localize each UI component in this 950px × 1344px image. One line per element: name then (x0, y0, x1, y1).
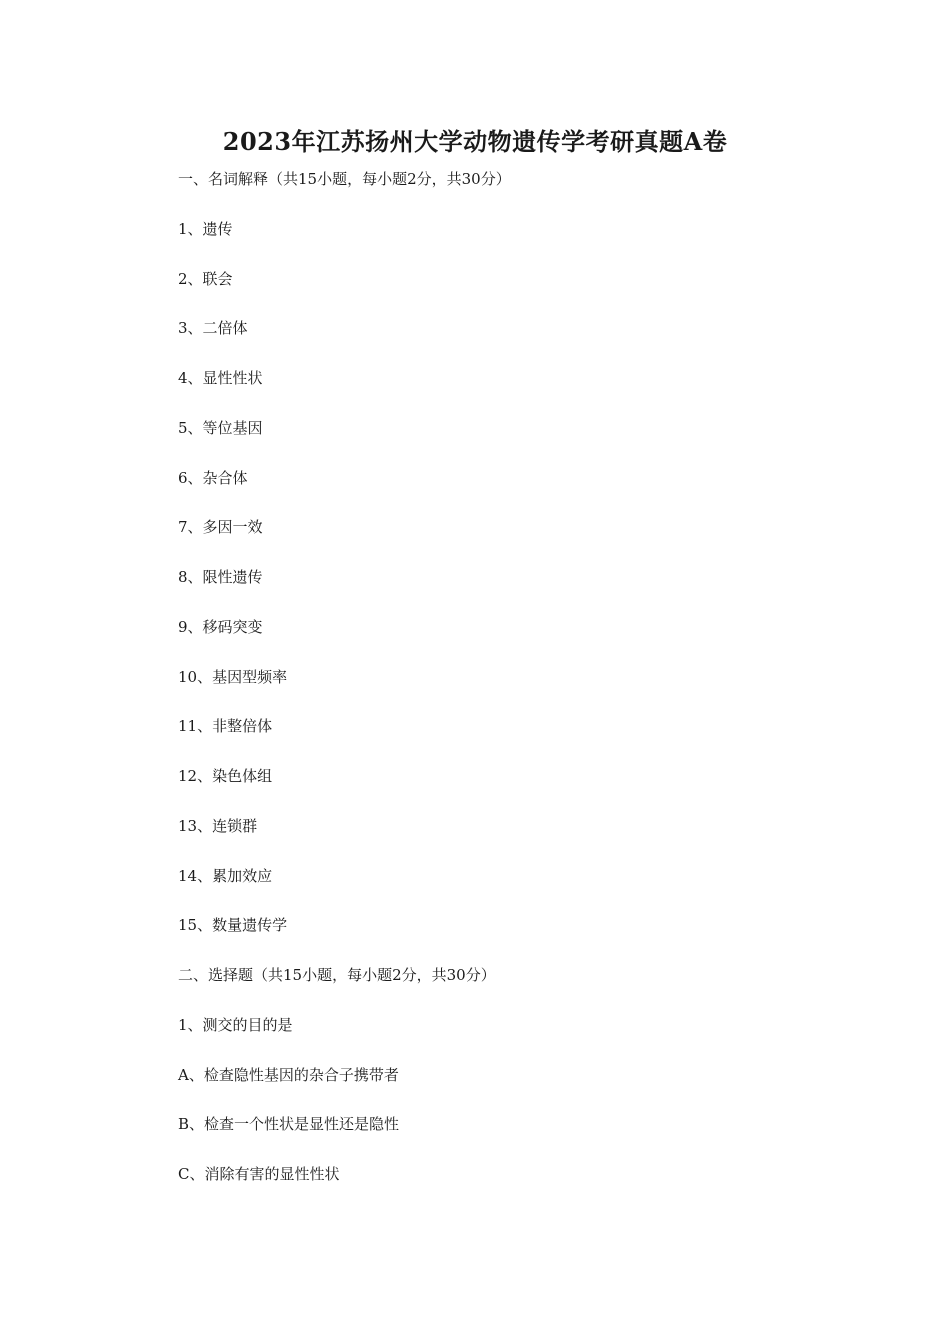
section-heading-definitions: 一、名词解释（共15小题，每小题2分，共30分） (178, 170, 511, 188)
list-item: 11、非整倍体 (178, 717, 273, 736)
list-item: 8、限性遗传 (178, 568, 263, 586)
list-item: 1、遗传 (178, 219, 233, 238)
list-item: 4、显性性状 (178, 369, 263, 387)
question-text: 1、测交的目的是 (178, 1015, 293, 1034)
list-item: 10、基因型频率 (178, 667, 288, 686)
document-title: 2023年江苏扬州大学动物遗传学考研真题A卷 (222, 127, 728, 156)
document-body (178, 166, 878, 1211)
list-item: 9、移码突变 (178, 617, 263, 636)
list-item: 5、等位基因 (178, 418, 263, 437)
list-item: 13、连锁群 (178, 816, 258, 835)
section-heading-choices: 二、选择题（共15小题，每小题2分，共30分） (178, 966, 496, 984)
option-b: B、检查一个性状是显性还是隐性 (178, 1115, 400, 1134)
list-item: 3、二倍体 (178, 319, 248, 338)
option-a: A、检查隐性基因的杂合子携带者 (178, 1065, 399, 1084)
list-item: 6、杂合体 (178, 468, 248, 487)
list-item: 14、累加效应 (178, 866, 273, 885)
list-item: 12、染色体组 (178, 767, 273, 785)
list-item: 2、联会 (178, 269, 233, 288)
list-item: 7、多因一效 (178, 518, 263, 537)
list-item: 15、数量遗传学 (178, 916, 288, 935)
option-c: C、消除有害的显性性状 (178, 1165, 340, 1183)
